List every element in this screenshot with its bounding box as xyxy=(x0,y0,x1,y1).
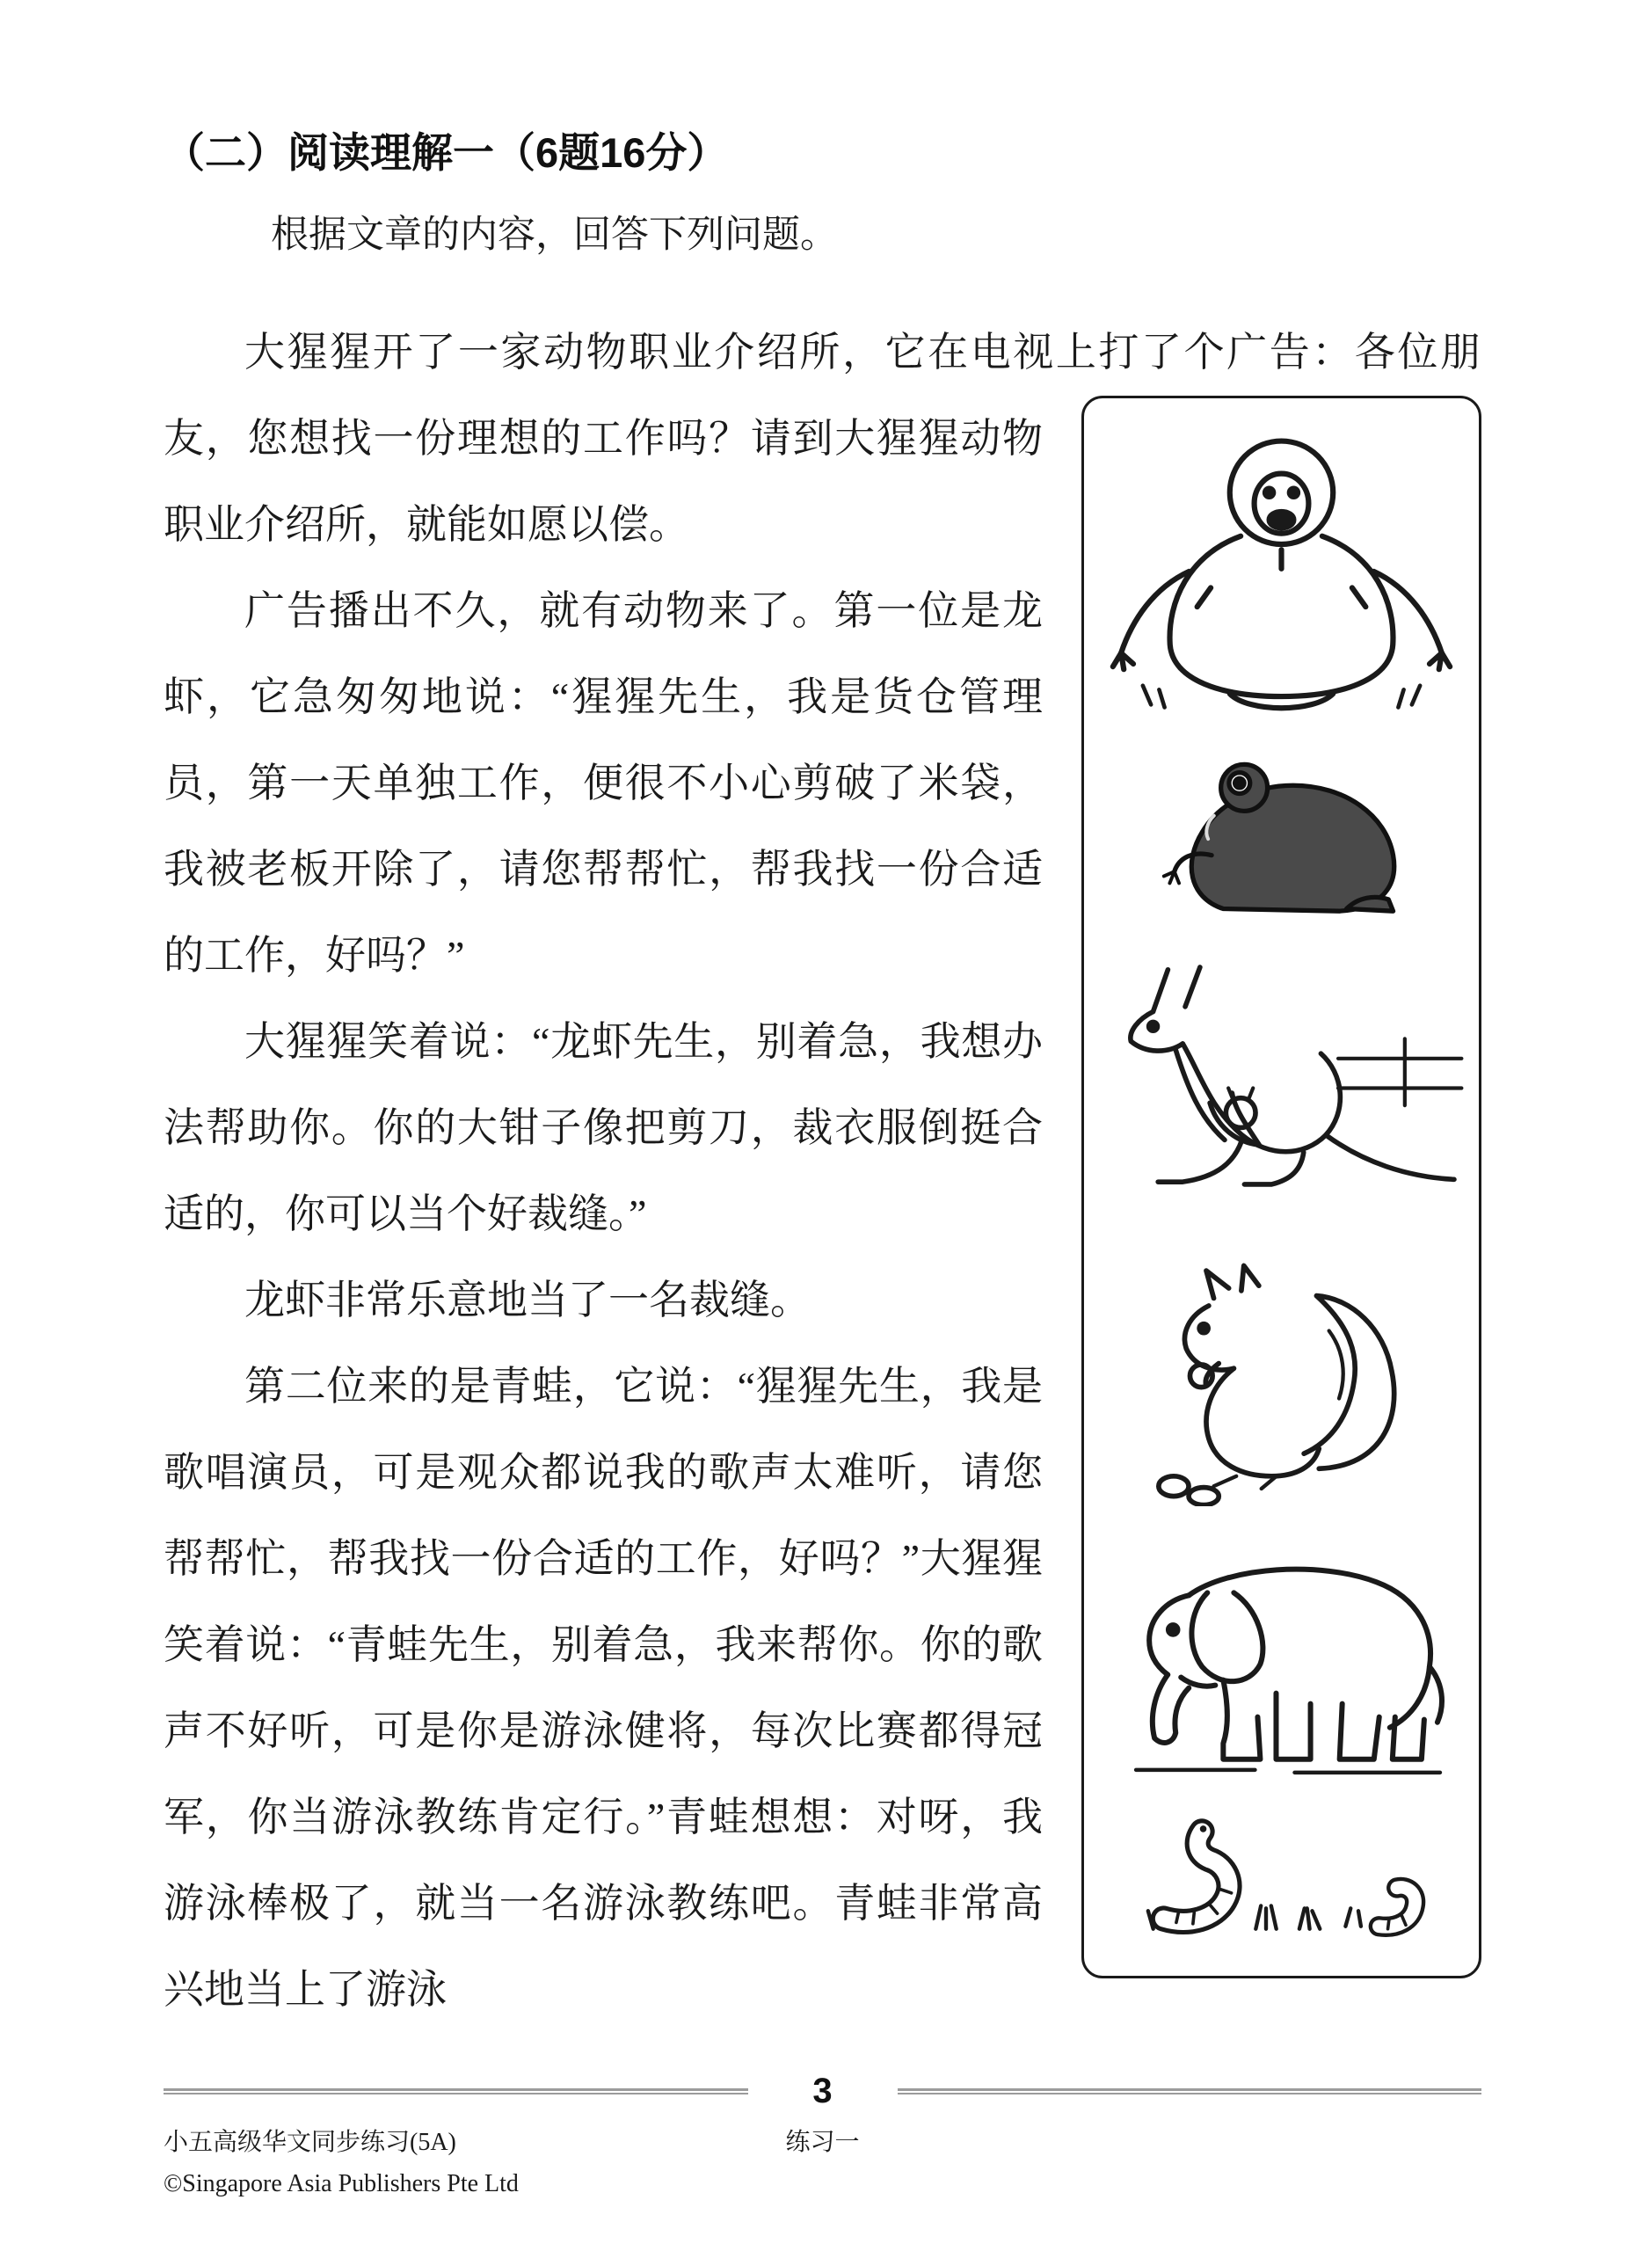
story-paragraph-1: 大猩猩开了一家动物职业介绍所，它在电视上打了个广告：各位朋友，您想找一份理想的工作吗？请到大猩猩动物职业介绍所，就能如愿以偿。 xyxy=(164,330,1481,547)
kangaroo-drawing xyxy=(1096,943,1466,1246)
section-instruction: 根据文章的内容，回答下列问题。 xyxy=(271,214,838,256)
squirrel-drawing xyxy=(1096,1256,1466,1506)
squirrel-illustration xyxy=(1096,1256,1466,1506)
elephant-illustration xyxy=(1096,1517,1466,1785)
reading-passage xyxy=(164,310,1481,2068)
page-number: 3 xyxy=(812,2072,833,2110)
story-paragraph-2: 广告播出不久，就有动物来了。第一位是龙虾，它急匆匆地说：“猩猩先生，我是货仓管理员，第一天单独工作，便很不小心剪破了米袋，我被老板开除了，请您帮帮忙，帮我找一份合适的工作，好吗？” xyxy=(164,588,1043,978)
story-paragraph-3: 大猩猩笑着说：“龙虾先生，别着急，我想办法帮助你。你的大钳子像把剪刀，裁衣服倒挺合适的，你可以当个好裁缝。” xyxy=(164,1019,1043,1236)
worms-illustration xyxy=(1096,1796,1466,1949)
footer-rule-left xyxy=(164,2088,748,2094)
exercise-label: 练习一 xyxy=(785,2129,860,2156)
footer-row xyxy=(164,2123,1481,2158)
elephant-drawing xyxy=(1096,1517,1466,1785)
frog-drawing xyxy=(1096,734,1466,932)
orangutan-drawing xyxy=(1096,425,1466,724)
footer-rule xyxy=(164,2072,1481,2111)
illustration-panel xyxy=(1081,396,1481,1978)
kangaroo-illustration xyxy=(1096,943,1466,1246)
frog-illustration xyxy=(1096,734,1466,932)
worms-drawing xyxy=(1096,1796,1466,1949)
footer-rule-right xyxy=(898,2088,1482,2094)
section-title: （二）阅读理解一（6题16分） xyxy=(164,129,729,176)
section-header xyxy=(164,130,1481,258)
copyright-notice: ©Singapore Asia Publishers Pte Ltd xyxy=(164,2170,519,2197)
book-title: 小五高级华文同步练习(5A) xyxy=(164,2129,456,2156)
orangutan-illustration xyxy=(1096,425,1466,724)
story-paragraph-5: 第二位来的是青蛙，它说：“猩猩先生，我是歌唱演员，可是观众都说我的歌声太难听，请您帮帮忙，帮我找一份合适的工作，好吗？”大猩猩笑着说：“青蛙先生，别着急，我来帮你。你的歌声不好听，可是你是游泳健将，每次比赛都得冠军，你当游泳教练肯定行。”青蛙想想：对呀，我游泳棒极了，就当一名游泳教练吧。青蛙非常高兴地当上了游泳 xyxy=(164,1364,1043,2012)
story-paragraph-4: 龙虾非常乐意地当了一名裁缝。 xyxy=(244,1278,811,1322)
